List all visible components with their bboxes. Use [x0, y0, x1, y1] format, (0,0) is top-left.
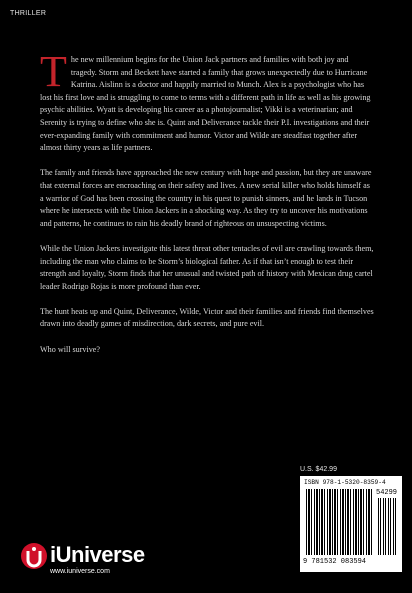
barcode-addon-bars	[378, 498, 398, 555]
publisher-logo	[20, 542, 170, 584]
publisher-name: iUniverse	[50, 542, 145, 567]
barcode	[300, 476, 402, 572]
paragraph-1-text: he new millennium begins for the Union Jack partners and families with both joy and tragedy. Storm and Beckett have started a family that grows unexpectedly due to Hurricane Katrina. Aislinn is a doctor and happily married to Munch. Alex is a psychologist who has lost his first love and is struggling to come to terms with a different path in life as well as his growing psychic abilities. Wyatt is developing his career as a photojournalist; Vikki is a veterinarian; and Serenity is trying to define who she is. Quint and Deliverance tackle their P.I. investigations and their ever-expanding family with commitment and humor. Victor and Wilde are steadfast together after almost thirty years as life partners.	[40, 55, 371, 153]
genre-label: THRILLER	[10, 10, 47, 17]
price-label: U.S. $42.99	[300, 466, 337, 473]
isbn-number: ISBN 978-1-5320-8359-4	[304, 479, 386, 486]
barcode-bars	[306, 489, 372, 555]
paragraph-4: The hunt heats up and Quint, Deliverance, Wilde, Victor and their families and friends find themselves drawn into deadly games of misdirection, dark secrets, and pure evil.	[40, 306, 374, 329]
barcode-addon-number: 54299	[376, 489, 398, 497]
paragraph-5: Who will survive?	[40, 344, 101, 354]
paragraph-2: The family and friends have approached the new century with hope and passion, but they are unaware that external forces are encroaching on their safety and lives. A new serial killer who holds himself as a warrior of God has been crossing the country in his quest to punish sinners, and he lands in Tucson where he intersects with the Union Jackers in a shocking way. As they try to uncover his motivations and patterns, he continues to rain his deadly brand of righteous on unsuspecting victims.	[40, 168, 372, 228]
barcode-digits: 9 781532 083594	[303, 558, 367, 566]
paragraph-1	[40, 47, 374, 155]
paragraph-3: While the Union Jackers investigate this latest threat other tentacles of evil are crawling towards them, including the man who claims to be Storm’s biological father. As if that isn’t enough to test their strength and loyalty, Storm finds that her unusual and twisted path of history with Mexican drug cartel leader Rodrigo Rojas is more profound than ever.	[40, 243, 374, 291]
drop-cap: T	[40, 47, 67, 96]
iuniverse-logo-icon	[20, 542, 48, 570]
back-cover-blurb	[40, 47, 374, 369]
publisher-url: www.iuniverse.com	[50, 568, 110, 575]
